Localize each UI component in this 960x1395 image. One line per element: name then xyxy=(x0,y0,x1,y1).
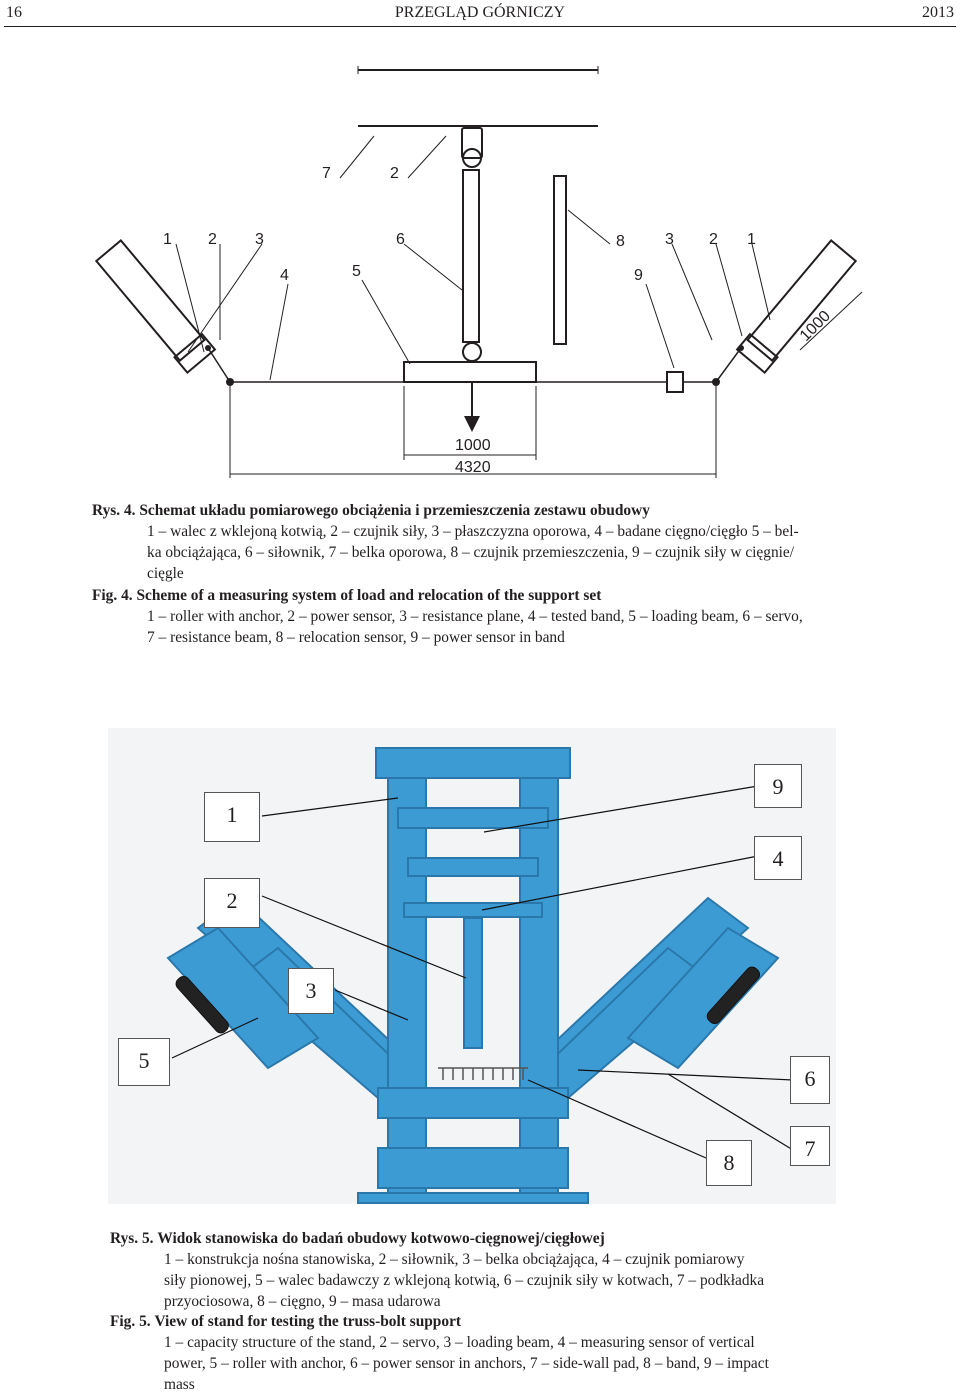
fig4-pl-line2: ka obciążająca, 6 – siłownik, 7 – belka oporowa, 8 – czujnik przemieszczenia, 9 – czujnik siły w cięgnie/ xyxy=(147,544,795,561)
callout-8: 8 xyxy=(616,233,625,250)
fig5-label-9: 9 xyxy=(754,764,802,808)
callout-1-left: 1 xyxy=(163,231,172,248)
fig5-pl-label: Rys. 5. xyxy=(110,1230,154,1247)
fig5-label-1: 1 xyxy=(204,792,260,842)
fig5-label-6: 6 xyxy=(790,1056,830,1104)
fig5-en-label: Fig. 5. xyxy=(110,1313,151,1330)
callout-2-right: 2 xyxy=(709,231,718,248)
fig5-label-4: 4 xyxy=(754,836,802,880)
fig5-en-line1: 1 – capacity structure of the stand, 2 – servo, 3 – loading beam, 4 – measuring sensor of vertical xyxy=(164,1334,755,1351)
fig4-pl-line1: 1 – walec z wklejoną kotwią, 2 – czujnik siły, 3 – płaszczyzna oporowa, 4 – badane cięgno/cięgło 5 – bel- xyxy=(147,523,799,540)
fig4-en-line2: 7 – resistance beam, 8 – relocation sensor, 9 – power sensor in band xyxy=(147,629,565,646)
callout-3-right: 3 xyxy=(665,231,674,248)
journal-title: PRZEGLĄD GÓRNICZY xyxy=(394,4,566,21)
figure-4-schematic xyxy=(0,30,960,490)
fig5-label-7: 7 xyxy=(790,1126,830,1166)
callout-1-right: 1 xyxy=(747,231,756,248)
fig5-en-line2: power, 5 – roller with anchor, 6 – power sensor in anchors, 7 – side-wall pad, 8 – band, 9 – impact xyxy=(164,1355,769,1372)
fig4-en-label: Fig. 4. xyxy=(92,587,133,604)
servo-bottom-joint xyxy=(463,343,481,361)
figure-5-photo xyxy=(108,728,836,1204)
right-roller xyxy=(748,240,856,360)
page-number: 16 xyxy=(6,4,22,21)
callout-4: 4 xyxy=(280,267,289,284)
fig5-label-3: 3 xyxy=(288,968,334,1014)
left-roller xyxy=(96,240,204,360)
fig5-pl-title: Widok stanowiska do badań obudowy kotwowo-cięgnowej/cięgłowej xyxy=(157,1230,605,1247)
fig5-pl-line1: 1 – konstrukcja nośna stanowiska, 2 – siłownik, 3 – belka obciążająca, 4 – czujnik pomiarowy xyxy=(164,1251,745,1268)
loading-beam xyxy=(404,362,536,382)
fig5-label-8: 8 xyxy=(706,1140,752,1186)
band-force-sensor xyxy=(667,372,683,392)
callout-5: 5 xyxy=(352,263,361,280)
callout-6: 6 xyxy=(396,231,405,248)
fig5-label-5: 5 xyxy=(118,1038,170,1086)
callout-9: 9 xyxy=(634,267,643,284)
header-rule xyxy=(4,26,956,27)
fig5-en-title: View of stand for testing the truss-bolt support xyxy=(154,1313,462,1330)
callout-3-left: 3 xyxy=(255,231,264,248)
page-header xyxy=(0,0,960,28)
figure-5-caption-en xyxy=(110,1311,870,1395)
fig4-pl-line3: cięgle xyxy=(147,565,184,582)
figure-4-caption-en xyxy=(92,585,872,648)
dim-total-label: 4320 xyxy=(455,459,491,476)
fig4-en-line1: 1 – roller with anchor, 2 – power sensor, 3 – resistance plane, 4 – tested band, 5 – loading beam, 6 – servo, xyxy=(147,608,803,625)
callout-7: 7 xyxy=(322,165,331,182)
fig4-pl-title: Schemat układu pomiarowego obciążenia i przemieszczenia zestawu obudowy xyxy=(139,502,650,519)
dim-diag-label: 1000 xyxy=(796,307,834,345)
figure-4-caption-pl xyxy=(92,500,872,584)
right-force-sensor xyxy=(737,334,777,372)
fig5-label-2: 2 xyxy=(204,878,260,928)
fig4-en-title: Scheme of a measuring system of load and relocation of the support set xyxy=(136,587,602,604)
callout-2-center: 2 xyxy=(390,165,399,182)
dim-inner-label: 1000 xyxy=(455,437,491,454)
callout-2-left: 2 xyxy=(208,231,217,248)
fig5-en-line3: mass xyxy=(164,1376,195,1393)
fig5-pl-line2: siły pionowej, 5 – walec badawczy z wklejoną kotwią, 6 – czujnik siły w kotwach, 7 – podkładka xyxy=(164,1272,765,1289)
fig5-pl-line3: przyociosowa, 8 – cięgno, 9 – masa udarowa xyxy=(164,1293,441,1310)
left-force-sensor xyxy=(174,334,214,372)
year: 2013 xyxy=(922,4,954,21)
figure-5-caption-pl xyxy=(110,1228,870,1312)
force-arrow-head xyxy=(464,416,480,432)
servo-cylinder xyxy=(463,170,479,342)
relocation-sensor xyxy=(554,176,566,344)
fig4-pl-label: Rys. 4. xyxy=(92,502,136,519)
